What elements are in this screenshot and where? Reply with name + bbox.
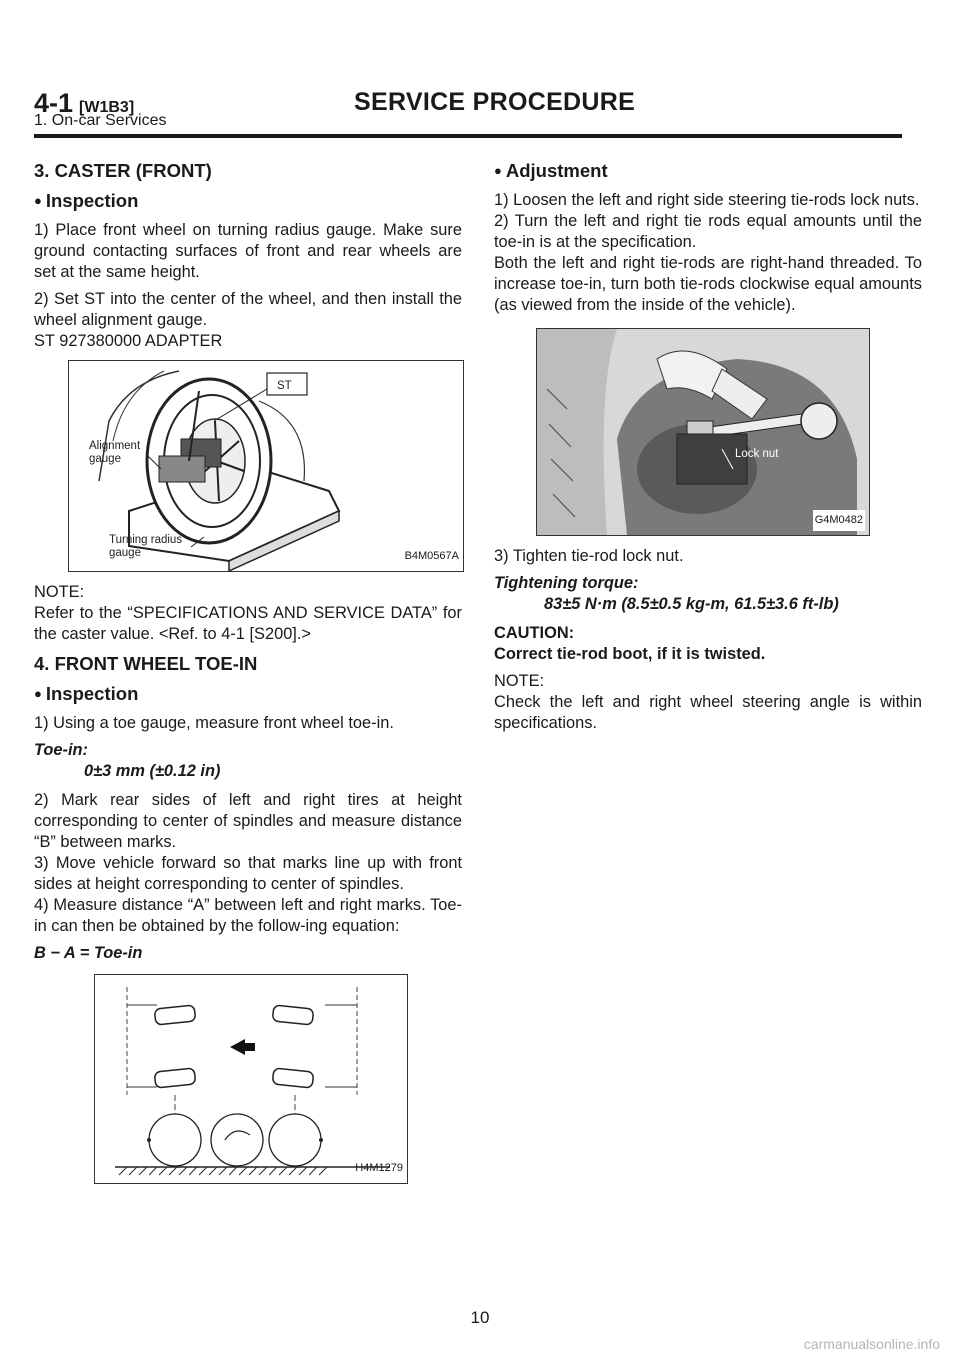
- label-alignment-2: gauge: [89, 453, 121, 465]
- figure-code: B4M0567A: [404, 550, 459, 562]
- figure-toe-diagram: [94, 974, 408, 1184]
- label-alignment-1: Alignment: [89, 440, 141, 452]
- label-st: ST: [277, 380, 292, 392]
- header-rule: [34, 134, 902, 138]
- bullet-icon: ●: [494, 163, 502, 178]
- figure-alignment-gauge: [68, 360, 464, 572]
- figure-code: H4M1279: [355, 1162, 403, 1174]
- bullet-icon: ●: [34, 193, 42, 208]
- toe-step-1: 1) Using a toe gauge, measure front wheel toe-in.: [34, 714, 394, 732]
- section-ref: [W1B3]: [79, 99, 135, 116]
- left-column: [34, 160, 462, 1194]
- caster-step-2: 2) Set ST into the center of the wheel, and then install the wheel alignment gauge. ST 927380000 ADAPTER: [34, 290, 462, 350]
- right-column: [494, 160, 922, 740]
- page-number: 10: [470, 1308, 490, 1327]
- caution-label: CAUTION:: [494, 624, 575, 642]
- watermark: carmanualsonline.info: [803, 1336, 940, 1352]
- note-label: NOTE:: [34, 583, 85, 601]
- adjust-step-3: 3) Tighten tie-rod lock nut.: [494, 547, 684, 565]
- adjustment-heading: ● Adjustment: [494, 160, 608, 181]
- toe-in-value: 0±3 mm (±0.12 in): [84, 762, 221, 780]
- toe-step-2: 2) Mark rear sides of left and right tires at height corresponding to center of spindles and measure distance “B” between marks.: [34, 791, 462, 851]
- torque-value: 83±5 N·m (8.5±0.5 kg-m, 61.5±3.6 ft-lb): [544, 595, 839, 613]
- torque-label: Tightening torque:: [494, 574, 639, 592]
- caster-heading: 3. CASTER (FRONT): [34, 160, 212, 181]
- toe-in-heading: 4. FRONT WHEEL TOE-IN: [34, 653, 258, 674]
- page-title: SERVICE PROCEDURE: [354, 88, 636, 116]
- toe-in-label: Toe-in:: [34, 741, 89, 759]
- page-subtitle: 1. On-car Services: [34, 112, 167, 129]
- figure-tie-rod: [536, 328, 870, 536]
- note-text: Check the left and right wheel steering angle is within specifications.: [494, 693, 922, 732]
- caster-inspection-heading: ● Inspection: [34, 190, 139, 211]
- caster-step-1: 1) Place front wheel on turning radius gauge. Make sure ground contacting surfaces of front and rear wheels are set at the same height.: [34, 221, 462, 281]
- toe-in-inspection-heading: ● Inspection: [34, 683, 139, 704]
- section-code: 4-1 [W1B3]: [34, 88, 135, 118]
- toe-step-3: 3) Move vehicle forward so that marks line up with front sides at height corresponding to center of spindles.: [34, 854, 462, 893]
- bullet-icon: ●: [34, 686, 42, 701]
- adjust-step-2-detail: Both the left and right tie-rods are right-hand threaded. To increase toe-in, turn both tie-rods clockwise equal amounts (as viewed from the inside of the vehicle).: [494, 254, 922, 314]
- adjust-step-2: 2) Turn the left and right tie rods equal amounts until the toe-in is at the specification.: [494, 212, 922, 251]
- figure-code: G4M0482: [813, 510, 865, 531]
- note-label: NOTE:: [494, 672, 545, 690]
- toe-step-4: 4) Measure distance “A” between left and right marks. Toe-in can then be obtained by the follow-ing equation:: [34, 896, 462, 935]
- toe-equation: B − A = Toe-in: [34, 944, 143, 962]
- label-turning-1: Turning radius: [109, 534, 183, 546]
- label-lock-nut: Lock nut: [735, 448, 779, 460]
- caution-text: Correct tie-rod boot, if it is twisted.: [494, 645, 766, 663]
- label-turning-2: gauge: [109, 547, 141, 559]
- note-text: Refer to the “SPECIFICATIONS AND SERVICE DATA” for the caster value. <Ref. to 4-1 [S200].>: [34, 604, 462, 643]
- adjust-step-1: 1) Loosen the left and right side steering tie-rods lock nuts.: [494, 191, 920, 209]
